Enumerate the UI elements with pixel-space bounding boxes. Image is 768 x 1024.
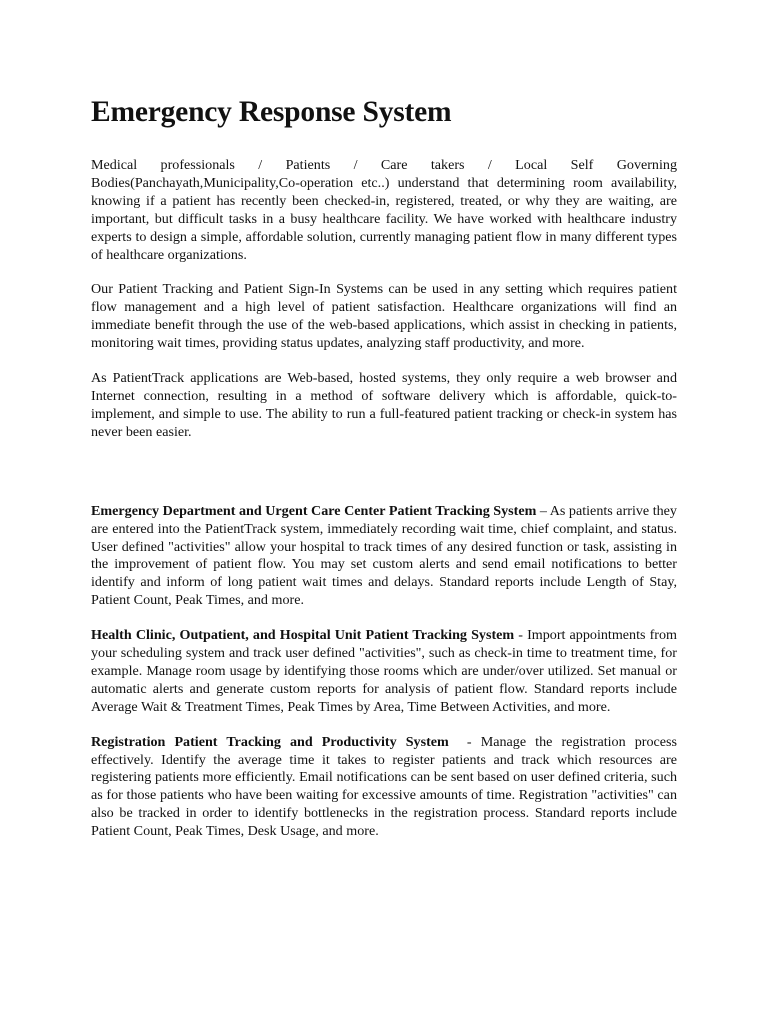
- system-separator-registration: -: [448, 733, 481, 750]
- system-text-registration: Manage the registration process effectively. Identify the average time it takes to register patients and track which resources are registering patients more efficiently. Email notifications can be sent based on user defined criteria, such as for those patients who have been waiting for excessive amounts of time. Registration "activities" can also be tracked in order to identify bottlenecks in the registration process. Standard reports include Patient Count, Peak Times, Desk Usage, and more.: [91, 733, 677, 840]
- system-separator-emergency: –: [536, 502, 550, 519]
- system-paragraph-clinic: [91, 627, 677, 717]
- system-name-emergency: Emergency Department and Urgent Care Center Patient Tracking System: [91, 502, 537, 519]
- document-title: Emergency Response System: [91, 96, 452, 128]
- system-text-emergency: As patients arrive they are entered into the PatientTrack system, immediately recording wait time, chief complaint, and status. User defined "activities" allow your hospital to track times of any desired function or task, assisting in the improvement of patient flow. You may set custom alerts and send email notifications to better identify and inform of long patient wait times and delays. Standard reports include Length of Stay, Patient Count, Peak Times, and more.: [91, 502, 677, 609]
- system-name-clinic: Health Clinic, Outpatient, and Hospital Unit Patient Tracking System: [91, 627, 515, 644]
- intro-paragraph-1: Medical professionals / Patients / Care takers / Local Self Governing Bodies(Panchayath,Municipality,Co-operation etc..) understand that determining room availability, knowing if a patient has recently been checked-in, registered, treated, or why they are waiting, are important, but difficult tasks in a busy healthcare facility. We have worked with healthcare industry experts to design a simple, affordable solution, currently managing patient flow in many different types of healthcare organizations.: [91, 157, 677, 263]
- section-spacer: [91, 459, 677, 503]
- system-name-registration: Registration Patient Tracking and Productivity System: [91, 733, 449, 750]
- system-paragraph-emergency: [91, 503, 677, 610]
- system-text-clinic: Import appointments from your scheduling system and track user defined "activities", such as check-in time to treatment time, for example. Manage room usage by identifying those rooms which are under/over utilized. Set manual or automatic alerts and generate custom reports for analysis of patient flow. Standard reports include Average Wait & Treatment Times, Peak Times by Area, Time Between Activities, and more.: [91, 627, 678, 715]
- intro-paragraph-3: As PatientTrack applications are Web-based, hosted systems, they only require a web browser and Internet connection, resulting in a method of software delivery which is affordable, quick-to-implement, and simple to use. The ability to run a full-featured patient tracking or check-in system has never been easier.: [91, 370, 677, 440]
- system-paragraph-registration: [91, 734, 677, 841]
- document-page: [91, 94, 677, 858]
- intro-paragraph-2: Our Patient Tracking and Patient Sign-In Systems can be used in any setting which requires patient flow management and a high level of patient satisfaction. Healthcare organizations will find an immediate benefit through the use of the web-based applications, which assist in checking in patients, monitoring wait times, providing status updates, analyzing staff productivity, and more.: [91, 281, 677, 352]
- system-separator-clinic: -: [514, 627, 528, 644]
